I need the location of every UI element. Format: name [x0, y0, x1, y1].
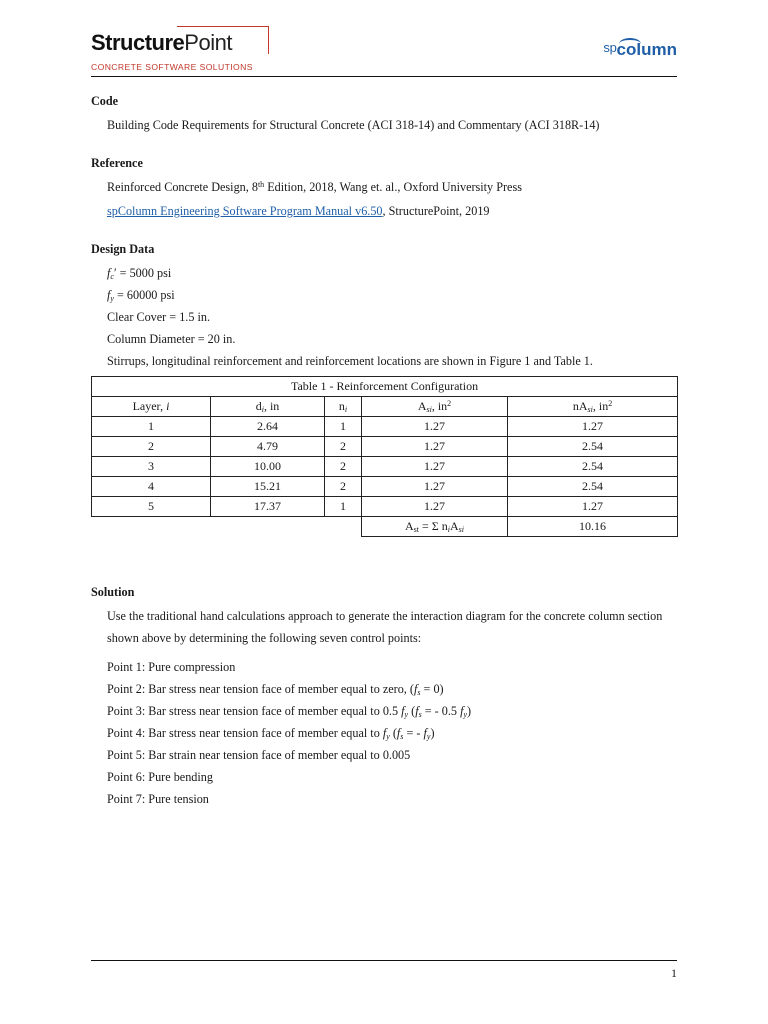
cell-layer: 5: [92, 497, 211, 517]
table-header-row: [92, 397, 678, 417]
cell-nasi: 2.54: [508, 437, 678, 457]
control-point-7: Point 7: Pure tension: [107, 792, 209, 806]
cell-asi: 1.27: [362, 457, 508, 477]
cell-asi: 1.27: [362, 417, 508, 437]
page-header: [91, 24, 677, 80]
header-nasi: $nA_{si}$, $in^2$: [508, 397, 678, 417]
cell-di: 15.21: [211, 477, 325, 497]
column-diameter: Column Diameter = 20 in.: [107, 332, 236, 346]
logo-structure-text: Structure: [91, 30, 185, 55]
table-row: [92, 497, 678, 517]
control-point-4: Point 4: Bar stress near tension face of member equal to $f_y$ ($f_s$ = - $f_y$): [107, 726, 435, 741]
solution-intro-line-1: Use the traditional hand calculations approach to generate the interaction diagram for the concrete column section: [107, 609, 663, 623]
logo-subtitle: CONCRETE SOFTWARE SOLUTIONS: [91, 62, 253, 72]
table-row: [92, 457, 678, 477]
code-text: Building Code Requirements for Structural Concrete (ACI 318-14) and Commentary (ACI 318R-14): [107, 118, 600, 132]
table-row: [92, 477, 678, 497]
control-point-3: Point 3: Bar stress near tension face of member equal to 0.5 $f_y$ ($f_s$ = - 0.5 $f_y$): [107, 704, 472, 719]
spcolumn-logo-sp: sp: [603, 40, 617, 55]
table-row: [92, 417, 678, 437]
reinforcement-table: [91, 376, 678, 537]
header-layer: Layer, i: [92, 397, 211, 417]
cell-ni: 1: [325, 417, 362, 437]
table-row: [92, 437, 678, 457]
logo-point-text: Point: [184, 30, 232, 55]
reference-line-1: Reinforced Concrete Design, 8th Edition, 2018, Wang et. al., Oxford University Press: [107, 180, 522, 194]
total-value: 10.16: [508, 517, 678, 537]
reference-heading: Reference: [91, 156, 143, 170]
cell-ni: 2: [325, 437, 362, 457]
cell-layer: 3: [92, 457, 211, 477]
header-di: $d_i$, in: [211, 397, 325, 417]
cell-layer: 2: [92, 437, 211, 457]
table-total-row: [92, 517, 678, 537]
cell-di: 4.79: [211, 437, 325, 457]
spcolumn-logo: [603, 40, 677, 60]
document-body: [91, 92, 677, 808]
cell-asi: 1.27: [362, 437, 508, 457]
cell-asi: 1.27: [362, 477, 508, 497]
control-point-5: Point 5: Bar strain near tension face of member equal to 0.005: [107, 748, 411, 762]
cell-nasi: 2.54: [508, 477, 678, 497]
table-caption-row: [92, 377, 678, 397]
cell-di: 17.37: [211, 497, 325, 517]
footer-divider: [91, 960, 677, 961]
logo-wordmark: [91, 30, 232, 56]
cell-di: 2.64: [211, 417, 325, 437]
cell-ni: 2: [325, 457, 362, 477]
code-heading: Code: [91, 94, 119, 108]
cell-asi: 1.27: [362, 497, 508, 517]
total-label: $A_{st} = \Sigma$ $n_iA_{si}$: [362, 517, 508, 537]
table-caption: Table 1 - Reinforcement Configuration: [92, 377, 678, 397]
cell-di: 10.00: [211, 457, 325, 477]
spcolumn-manual-link[interactable]: spColumn Engineering Software Program Manual v6.50: [107, 204, 383, 218]
header-ni: $n_i$: [325, 397, 362, 417]
cell-layer: 4: [92, 477, 211, 497]
page-number: 1: [671, 966, 677, 980]
header-asi: $A_{si}$, $in^2$: [362, 397, 508, 417]
control-point-1: Point 1: Pure compression: [107, 660, 236, 674]
control-point-2: Point 2: Bar stress near tension face of member equal to zero, $(f_s = 0)$: [107, 682, 444, 697]
cell-layer: 1: [92, 417, 211, 437]
clear-cover: Clear Cover = 1.5 in.: [107, 310, 210, 324]
cell-nasi: 2.54: [508, 457, 678, 477]
design-data-heading: Design Data: [91, 242, 155, 256]
reinforcement-note: Stirrups, longitudinal reinforcement and reinforcement locations are shown in Figure 1 and Table 1.: [107, 354, 593, 368]
cell-ni: 1: [325, 497, 362, 517]
fc-value: $f_c' = 5000$ psi: [107, 266, 172, 281]
header-divider: [91, 76, 677, 77]
cell-nasi: 1.27: [508, 497, 678, 517]
solution-intro-line-2: shown above by determining the following seven control points:: [107, 631, 422, 645]
total-blank: [92, 517, 362, 537]
structurepoint-logo: [91, 26, 281, 74]
reference-line-2: spColumn Engineering Software Program Manual v6.50, StructurePoint, 2019: [107, 204, 490, 218]
spcolumn-logo-column: column: [616, 40, 677, 59]
cell-nasi: 1.27: [508, 417, 678, 437]
cell-ni: 2: [325, 477, 362, 497]
solution-heading: Solution: [91, 585, 135, 599]
fy-value: $f_y = 60000$ psi: [107, 288, 175, 303]
control-point-6: Point 6: Pure bending: [107, 770, 213, 784]
